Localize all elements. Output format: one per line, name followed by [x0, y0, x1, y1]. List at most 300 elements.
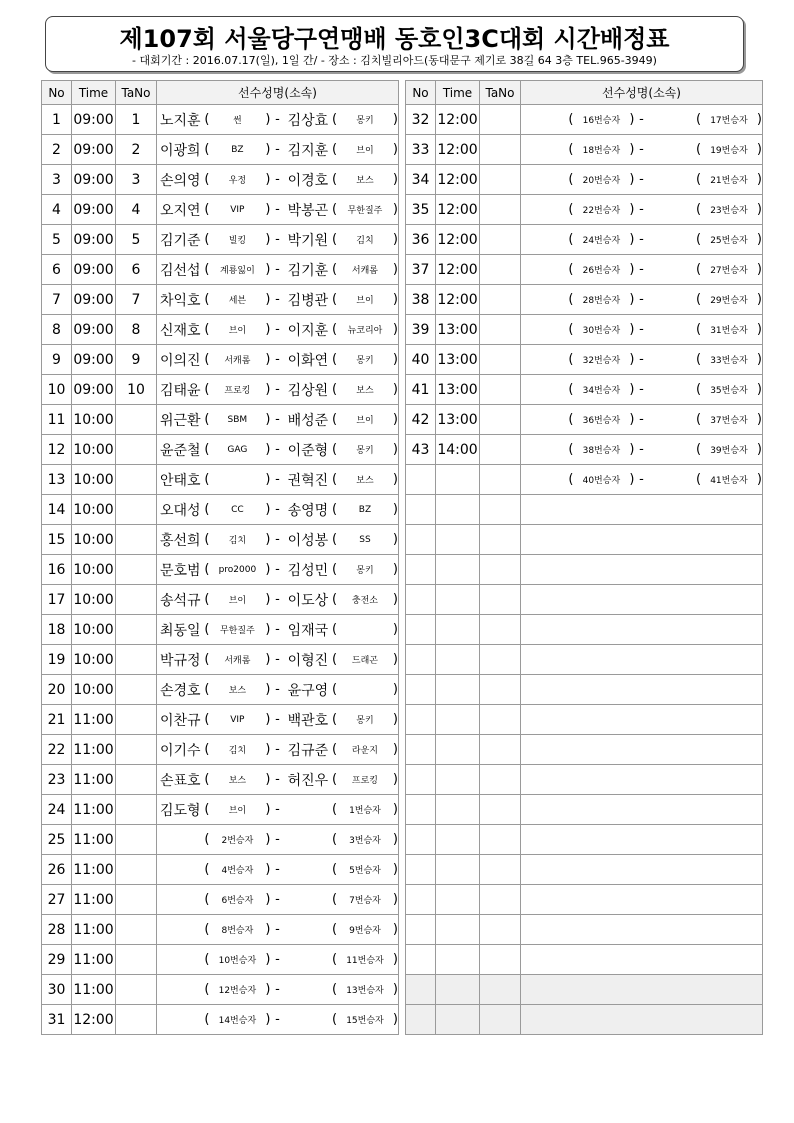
close-paren: )	[265, 622, 271, 637]
cell-no: 29	[42, 945, 72, 975]
table-row	[406, 495, 763, 525]
player2-affiliation: 몽키	[356, 566, 374, 576]
versus-dash: -	[275, 112, 280, 127]
empty-cell	[406, 615, 436, 645]
cell-time: 11:00	[72, 945, 116, 975]
close-paren: )	[392, 382, 398, 397]
match-pair	[157, 735, 398, 764]
player1-affiliation: 34번승자	[582, 386, 621, 396]
open-paren: (	[695, 172, 702, 187]
table-row	[406, 105, 763, 135]
table-row	[42, 375, 399, 405]
open-paren: (	[331, 562, 338, 577]
cell-time: 10:00	[72, 555, 116, 585]
match-pair	[157, 705, 398, 734]
player1-affiliation: 4번승자	[221, 866, 254, 876]
open-paren: (	[204, 112, 210, 127]
table-row	[42, 405, 399, 435]
open-paren: (	[204, 952, 210, 967]
open-paren: (	[204, 652, 210, 667]
player1-affiliation: VIP	[230, 714, 245, 725]
open-paren: (	[331, 892, 338, 907]
table-row	[42, 285, 399, 315]
cell-time: 10:00	[72, 675, 116, 705]
cell-no: 42	[406, 405, 436, 435]
cell-players	[157, 225, 399, 255]
player1-affiliation: 40번승자	[582, 476, 621, 486]
player1-affiliation: 24번승자	[582, 236, 621, 246]
cell-time: 10:00	[72, 435, 116, 465]
player1-affiliation: 브이	[228, 806, 247, 816]
open-paren: (	[331, 922, 338, 937]
versus-dash: -	[639, 292, 644, 307]
player2-name: 김병관	[287, 292, 329, 309]
player2-affiliation: 31번승자	[710, 326, 748, 336]
cell-tano	[116, 975, 157, 1005]
table-row	[406, 375, 763, 405]
player2-name: 김지훈	[287, 142, 329, 159]
close-paren: )	[265, 202, 271, 217]
cell-no: 3	[42, 165, 72, 195]
versus-dash: -	[639, 322, 644, 337]
open-paren: (	[695, 142, 702, 157]
open-paren: (	[204, 292, 210, 307]
match-pair	[157, 315, 398, 344]
open-paren: (	[331, 832, 338, 847]
cell-players	[157, 315, 399, 345]
match-pair	[521, 435, 762, 464]
empty-cell	[521, 615, 763, 645]
open-paren: (	[204, 202, 210, 217]
match-pair	[157, 105, 398, 134]
close-paren: )	[265, 742, 271, 757]
cell-players	[157, 345, 399, 375]
empty-cell	[480, 945, 521, 975]
cell-no: 16	[42, 555, 72, 585]
match-pair	[157, 615, 398, 644]
table-row	[42, 195, 399, 225]
cell-tano: 5	[116, 225, 157, 255]
cell-players	[521, 285, 763, 315]
player1-name: 손표호	[160, 772, 201, 789]
close-paren: )	[392, 1012, 398, 1027]
cell-time: 13:00	[436, 345, 480, 375]
cell-players	[521, 375, 763, 405]
cell-no: 7	[42, 285, 72, 315]
table-row	[42, 585, 399, 615]
cell-players	[521, 165, 763, 195]
close-paren: )	[265, 952, 271, 967]
close-paren: )	[392, 352, 398, 367]
cell-tano	[116, 555, 157, 585]
close-paren: )	[756, 412, 762, 427]
open-paren: (	[695, 352, 702, 367]
close-paren: )	[265, 292, 271, 307]
player2-affiliation: 브이	[356, 146, 374, 156]
player2-affiliation: SS	[359, 534, 371, 545]
cell-no: 1	[42, 105, 72, 135]
close-paren: )	[392, 622, 398, 637]
table-row	[406, 945, 763, 975]
cell-time: 09:00	[72, 315, 116, 345]
cell-no: 18	[42, 615, 72, 645]
player1-name: 차익호	[160, 292, 201, 309]
close-paren: )	[392, 832, 398, 847]
empty-cell	[406, 915, 436, 945]
player1-affiliation: 빌킹	[228, 236, 247, 246]
open-paren: (	[331, 202, 338, 217]
player1-affiliation: 28번승자	[582, 296, 621, 306]
empty-cell	[436, 555, 480, 585]
cell-players	[521, 195, 763, 225]
cell-tano	[116, 435, 157, 465]
empty-cell	[436, 855, 480, 885]
empty-cell	[480, 855, 521, 885]
open-paren: (	[331, 142, 338, 157]
header-time: Time	[436, 81, 480, 105]
table-row	[42, 1005, 399, 1035]
open-paren: (	[331, 262, 338, 277]
player1-name: 신재호	[160, 322, 201, 339]
cell-no: 2	[42, 135, 72, 165]
table-row	[406, 225, 763, 255]
empty-cell	[406, 795, 436, 825]
table-row	[406, 345, 763, 375]
player1-affiliation: 10번승자	[218, 956, 257, 966]
header-no: No	[406, 81, 436, 105]
close-paren: )	[392, 682, 398, 697]
open-paren: (	[331, 712, 338, 727]
empty-cell	[436, 645, 480, 675]
empty-cell	[521, 795, 763, 825]
empty-cell	[406, 885, 436, 915]
cell-time: 12:00	[436, 105, 480, 135]
player1-affiliation: 26번승자	[582, 266, 621, 276]
empty-cell	[406, 945, 436, 975]
table-row	[42, 435, 399, 465]
close-paren: )	[756, 112, 762, 127]
close-paren: )	[756, 292, 762, 307]
open-paren: (	[568, 112, 574, 127]
player2-affiliation: 보스	[356, 176, 374, 186]
cell-players	[157, 495, 399, 525]
player1-affiliation: 프로킹	[224, 386, 251, 396]
close-paren: )	[265, 592, 271, 607]
cell-no: 21	[42, 705, 72, 735]
cell-tano	[116, 765, 157, 795]
open-paren: (	[204, 742, 210, 757]
cell-players	[157, 735, 399, 765]
match-pair	[521, 135, 762, 164]
open-paren: (	[331, 802, 338, 817]
player1-name: 이찬규	[160, 712, 201, 729]
cell-tano	[116, 705, 157, 735]
empty-cell	[436, 705, 480, 735]
versus-dash: -	[275, 922, 280, 937]
empty-cell	[406, 495, 436, 525]
header-players: 선수성명(소속)	[521, 81, 763, 105]
cell-tano	[116, 885, 157, 915]
open-paren: (	[204, 382, 210, 397]
table-header-row	[406, 81, 763, 105]
empty-cell	[406, 585, 436, 615]
table-row	[42, 735, 399, 765]
player1-name: 이의진	[160, 352, 201, 369]
empty-cell	[406, 735, 436, 765]
player1-affiliation: 보스	[228, 776, 247, 786]
versus-dash: -	[275, 592, 280, 607]
close-paren: )	[392, 652, 398, 667]
cell-time: 11:00	[72, 855, 116, 885]
open-paren: (	[204, 142, 210, 157]
player2-affiliation: 뉴코리아	[347, 326, 383, 336]
player1-name: 김태윤	[160, 382, 201, 399]
cell-no: 40	[406, 345, 436, 375]
player2-name: 박봉곤	[287, 202, 329, 219]
cell-tano: 10	[116, 375, 157, 405]
match-pair	[157, 855, 398, 884]
cell-players	[157, 705, 399, 735]
match-pair	[157, 165, 398, 194]
empty-cell	[480, 735, 521, 765]
close-paren: )	[265, 1012, 271, 1027]
close-paren: )	[629, 322, 635, 337]
table-row	[42, 525, 399, 555]
table-row	[406, 795, 763, 825]
close-paren: )	[265, 532, 271, 547]
player1-affiliation: 서캐롬	[224, 356, 251, 366]
table-row	[42, 945, 399, 975]
table-row	[406, 855, 763, 885]
empty-cell	[521, 885, 763, 915]
close-paren: )	[392, 712, 398, 727]
match-pair	[157, 645, 398, 674]
empty-cell	[480, 705, 521, 735]
cell-players	[521, 225, 763, 255]
player1-affiliation: 썬	[233, 116, 242, 126]
open-paren: (	[331, 412, 338, 427]
empty-cell	[436, 675, 480, 705]
cell-no: 28	[42, 915, 72, 945]
open-paren: (	[204, 682, 210, 697]
table-row	[42, 135, 399, 165]
player2-affiliation: 19번승자	[710, 146, 748, 156]
title-box	[45, 16, 744, 72]
player2-affiliation: 충전소	[351, 596, 379, 606]
table-row	[406, 645, 763, 675]
page-subtitle: - 대회기간 : 2016.07.17(일), 1일 간/ - 장소 : 김치빌리아드(동대문구 제기로 38길 64 3층 TEL.965-3949)	[132, 54, 657, 67]
table-row	[42, 855, 399, 885]
cell-time: 09:00	[72, 225, 116, 255]
match-pair	[521, 465, 762, 494]
table-row	[42, 345, 399, 375]
empty-cell	[436, 615, 480, 645]
header-tano: TaNo	[116, 81, 157, 105]
versus-dash: -	[275, 772, 280, 787]
header-tano: TaNo	[480, 81, 521, 105]
cell-players	[157, 555, 399, 585]
open-paren: (	[568, 472, 574, 487]
cell-no: 9	[42, 345, 72, 375]
open-paren: (	[695, 382, 702, 397]
cell-time: 10:00	[72, 645, 116, 675]
player1-name: 손의영	[160, 172, 201, 189]
player2-affiliation: 35번승자	[710, 386, 748, 396]
cell-players	[521, 135, 763, 165]
empty-cell	[436, 885, 480, 915]
versus-dash: -	[275, 202, 280, 217]
close-paren: )	[756, 232, 762, 247]
cell-time: 13:00	[436, 375, 480, 405]
close-paren: )	[265, 832, 271, 847]
cell-tano	[116, 405, 157, 435]
match-pair	[521, 105, 762, 134]
player1-affiliation: 계룡잃이	[219, 266, 255, 276]
empty-cell	[406, 555, 436, 585]
cell-time: 13:00	[436, 405, 480, 435]
table-row	[42, 765, 399, 795]
cell-time	[436, 465, 480, 495]
player2-affiliation: 몽키	[356, 116, 374, 126]
cell-no: 14	[42, 495, 72, 525]
player2-name: 김규준	[287, 742, 329, 759]
open-paren: (	[568, 352, 574, 367]
open-paren: (	[695, 232, 702, 247]
player1-affiliation: 2번승자	[221, 836, 254, 846]
table-row	[406, 705, 763, 735]
table-row	[42, 795, 399, 825]
cell-tano	[480, 255, 521, 285]
player2-affiliation: 21번승자	[710, 176, 748, 186]
match-pair	[157, 975, 398, 1004]
empty-cell	[480, 975, 521, 1005]
table-row	[406, 735, 763, 765]
player2-name: 권혁진	[287, 472, 329, 489]
table-row	[406, 165, 763, 195]
cell-no: 20	[42, 675, 72, 705]
cell-players	[157, 1005, 399, 1035]
versus-dash: -	[639, 472, 644, 487]
empty-cell	[521, 735, 763, 765]
player2-name: 백관호	[287, 712, 329, 729]
cell-tano: 4	[116, 195, 157, 225]
open-paren: (	[331, 1012, 338, 1027]
table-row	[406, 915, 763, 945]
cell-time: 10:00	[72, 615, 116, 645]
cell-time: 12:00	[436, 135, 480, 165]
open-paren: (	[204, 592, 210, 607]
cell-no: 30	[42, 975, 72, 1005]
open-paren: (	[695, 472, 702, 487]
table-row	[42, 165, 399, 195]
cell-players	[157, 795, 399, 825]
cell-tano	[480, 165, 521, 195]
match-pair	[157, 585, 398, 614]
cell-no: 38	[406, 285, 436, 315]
cell-tano: 3	[116, 165, 157, 195]
open-paren: (	[331, 982, 338, 997]
cell-time: 09:00	[72, 105, 116, 135]
table-row	[406, 765, 763, 795]
cell-tano: 2	[116, 135, 157, 165]
open-paren: (	[331, 742, 338, 757]
cell-no: 22	[42, 735, 72, 765]
close-paren: )	[265, 412, 271, 427]
close-paren: )	[265, 502, 271, 517]
match-pair	[157, 285, 398, 314]
cell-players	[157, 615, 399, 645]
cell-tano: 1	[116, 105, 157, 135]
open-paren: (	[331, 772, 338, 787]
open-paren: (	[331, 112, 338, 127]
player2-affiliation: 라운지	[351, 746, 379, 756]
close-paren: )	[629, 352, 635, 367]
empty-cell	[521, 495, 763, 525]
cell-time: 09:00	[72, 165, 116, 195]
table-row	[406, 405, 763, 435]
close-paren: )	[392, 892, 398, 907]
table-row	[406, 1005, 763, 1035]
player1-name: 윤준철	[160, 442, 201, 459]
cell-no: 31	[42, 1005, 72, 1035]
open-paren: (	[204, 322, 210, 337]
cell-players	[157, 165, 399, 195]
open-paren: (	[331, 682, 338, 697]
versus-dash: -	[639, 262, 644, 277]
player1-name: 안태호	[160, 472, 201, 489]
close-paren: )	[392, 862, 398, 877]
table-row	[42, 465, 399, 495]
open-paren: (	[568, 412, 574, 427]
close-paren: )	[265, 892, 271, 907]
player1-affiliation: 무한질주	[219, 626, 255, 636]
player2-affiliation: 브이	[356, 296, 374, 306]
cell-players	[157, 375, 399, 405]
cell-tano	[480, 345, 521, 375]
versus-dash: -	[275, 622, 280, 637]
close-paren: )	[392, 322, 398, 337]
cell-players	[157, 405, 399, 435]
close-paren: )	[392, 922, 398, 937]
match-pair	[521, 375, 762, 404]
match-pair	[157, 555, 398, 584]
match-pair	[521, 285, 762, 314]
versus-dash: -	[639, 142, 644, 157]
table-row	[406, 195, 763, 225]
empty-cell	[521, 915, 763, 945]
open-paren: (	[204, 412, 210, 427]
close-paren: )	[265, 772, 271, 787]
versus-dash: -	[275, 892, 280, 907]
player1-affiliation: 6번승자	[221, 896, 254, 906]
versus-dash: -	[275, 382, 280, 397]
match-pair	[521, 315, 762, 344]
cell-time: 12:00	[436, 255, 480, 285]
cell-players	[157, 255, 399, 285]
table-row	[42, 555, 399, 585]
close-paren: )	[392, 532, 398, 547]
table-row	[42, 615, 399, 645]
player2-affiliation: 5번승자	[349, 866, 381, 876]
close-paren: )	[265, 262, 271, 277]
cell-players	[521, 345, 763, 375]
cell-time: 09:00	[72, 375, 116, 405]
cell-time: 09:00	[72, 135, 116, 165]
player1-affiliation: 김치	[228, 536, 247, 546]
open-paren: (	[204, 472, 210, 487]
player2-affiliation: 3번승자	[349, 836, 381, 846]
close-paren: )	[756, 142, 762, 157]
